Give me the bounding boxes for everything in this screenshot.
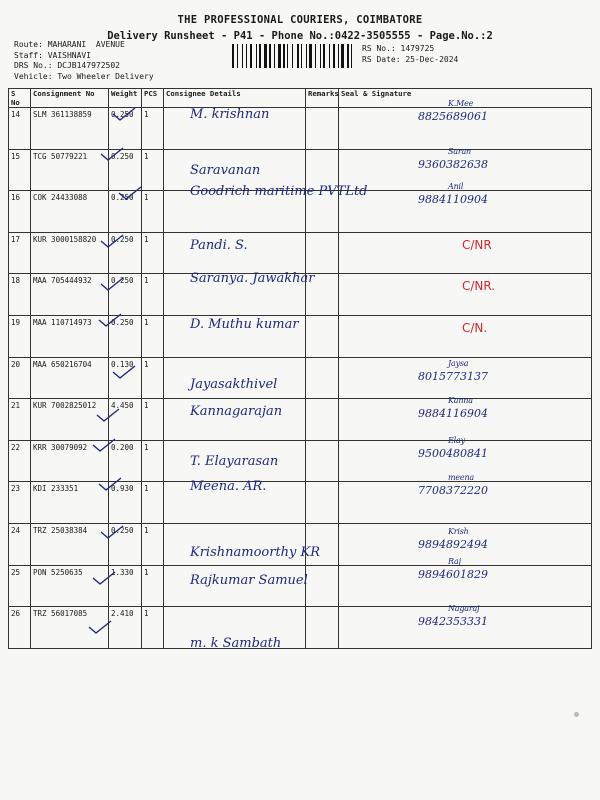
barcode-bar bbox=[309, 44, 312, 68]
barcode-bar bbox=[320, 44, 321, 68]
drs-number: DRS No.: DCJB147972502 bbox=[14, 61, 120, 70]
consignee-name: D. Muthu kumar bbox=[190, 317, 299, 332]
weight-cell bbox=[109, 357, 142, 399]
pcs-text: 1 bbox=[144, 401, 149, 411]
remarks-cell bbox=[306, 191, 339, 233]
signature-cell bbox=[339, 315, 592, 357]
weight-cell bbox=[109, 565, 142, 607]
pcs-cell bbox=[142, 523, 164, 565]
sno-cell bbox=[9, 149, 31, 191]
barcode-bar bbox=[292, 44, 293, 68]
pcs-text: 1 bbox=[144, 193, 149, 203]
pcs-text: 1 bbox=[144, 234, 149, 244]
pcs-cell bbox=[142, 399, 164, 441]
table-row bbox=[9, 440, 592, 482]
consignee-cell bbox=[164, 357, 306, 399]
signature-scribble: Saran bbox=[448, 146, 471, 156]
sno-cell bbox=[9, 482, 31, 524]
pcs-text: 1 bbox=[144, 359, 149, 369]
remarks-cell bbox=[306, 232, 339, 274]
pcs-text: 1 bbox=[144, 317, 149, 327]
consignment-cell bbox=[31, 357, 109, 399]
sno-cell bbox=[9, 191, 31, 233]
consignment-text: KRR 30079092 bbox=[33, 442, 88, 452]
sno-text: 24 bbox=[11, 525, 21, 535]
barcode-bar bbox=[351, 44, 352, 68]
signature-phone: 9894601829 bbox=[418, 567, 488, 581]
col-header-consignment: Consignment No bbox=[31, 89, 109, 108]
weight-text: 2.410 bbox=[111, 609, 134, 619]
sno-text: 22 bbox=[11, 442, 21, 452]
consignment-cell bbox=[31, 440, 109, 482]
consignment-text: COK 24433088 bbox=[33, 193, 88, 203]
barcode-bar bbox=[232, 44, 234, 68]
consignee-name: m. k Sambath bbox=[190, 636, 282, 652]
consignment-text: TRZ 56017085 bbox=[33, 609, 88, 619]
weight-text: 0.930 bbox=[111, 484, 134, 494]
signature-cell bbox=[339, 523, 592, 565]
signature-cell bbox=[339, 607, 592, 649]
consignment-cell bbox=[31, 482, 109, 524]
sno-cell bbox=[9, 440, 31, 482]
col-header-signature: Seal & Signature bbox=[339, 89, 592, 108]
pcs-cell bbox=[142, 440, 164, 482]
table-header-row bbox=[9, 89, 592, 108]
consignment-cell bbox=[31, 399, 109, 441]
signature-phone: 8825689061 bbox=[418, 110, 488, 123]
table-row bbox=[9, 523, 592, 565]
signature-phone: 9360382638 bbox=[418, 157, 488, 171]
barcode-bar bbox=[242, 44, 243, 68]
weight-text: 0.200 bbox=[111, 442, 134, 452]
pcs-text: 1 bbox=[144, 110, 149, 119]
consignment-text: PON 5250635 bbox=[33, 567, 83, 577]
runsheet-table bbox=[8, 88, 592, 652]
consignment-text: SLM 361138859 bbox=[33, 110, 92, 119]
sno-cell bbox=[9, 232, 31, 274]
remarks-cell bbox=[306, 149, 339, 191]
table-row bbox=[9, 108, 592, 150]
table-row bbox=[9, 357, 592, 399]
consignment-text: KDI 233351 bbox=[33, 484, 79, 494]
sno-text: 25 bbox=[11, 567, 21, 577]
signature-cell bbox=[339, 191, 592, 233]
weight-text: 0.250 bbox=[111, 151, 134, 161]
consignment-cell bbox=[31, 315, 109, 357]
weight-cell bbox=[109, 315, 142, 357]
table-row bbox=[9, 232, 592, 274]
consignee-cell bbox=[164, 315, 306, 357]
signature-cell bbox=[339, 399, 592, 441]
sno-text: 14 bbox=[11, 110, 21, 119]
signature-phone: 7708372220 bbox=[418, 484, 488, 498]
consignee-name: Goodrich maritime PVTLtd bbox=[190, 184, 368, 200]
signature-scribble: Nagaraj bbox=[448, 604, 480, 614]
remarks-cell bbox=[306, 607, 339, 649]
consignment-cell bbox=[31, 565, 109, 607]
signature-cell bbox=[339, 482, 592, 524]
signature-phone: 9842353331 bbox=[418, 615, 488, 629]
pcs-text: 1 bbox=[144, 442, 149, 452]
weight-cell bbox=[109, 108, 142, 150]
pcs-cell bbox=[142, 482, 164, 524]
barcode-bar bbox=[259, 44, 261, 68]
rs-date: RS Date: 25-Dec-2024 bbox=[362, 54, 459, 64]
table-row bbox=[9, 482, 592, 524]
staff-label: Staff: VAISHNAVI bbox=[14, 50, 92, 60]
table-row bbox=[9, 274, 592, 316]
sno-cell bbox=[9, 523, 31, 565]
sno-text: 20 bbox=[11, 359, 21, 369]
sno-cell bbox=[9, 108, 31, 150]
barcode-bar bbox=[246, 44, 247, 68]
sno-cell bbox=[9, 607, 31, 649]
sno-text: 21 bbox=[11, 401, 21, 411]
consignment-text: TRZ 25038384 bbox=[33, 525, 88, 535]
remarks-cell bbox=[306, 357, 339, 399]
table-row bbox=[9, 565, 592, 607]
signature-scribble: Jaysa bbox=[448, 358, 469, 368]
barcode-bar bbox=[297, 44, 299, 68]
pcs-text: 1 bbox=[144, 276, 149, 286]
remark-stamp: C/NR bbox=[462, 237, 492, 252]
remarks-cell bbox=[306, 482, 339, 524]
page-subtitle: Delivery Runsheet - P41 - Phone No.:0422-3505555 - Page.No.:2 bbox=[107, 30, 493, 42]
weight-cell bbox=[109, 399, 142, 441]
consignment-text: MAA 705444932 bbox=[33, 276, 92, 286]
barcode-bar bbox=[338, 44, 339, 68]
remarks-cell bbox=[306, 523, 339, 565]
weight-cell bbox=[109, 440, 142, 482]
pcs-text: 1 bbox=[144, 609, 149, 619]
sno-text: 16 bbox=[11, 193, 21, 203]
consignment-cell bbox=[31, 607, 109, 649]
pcs-cell bbox=[142, 565, 164, 607]
table-row bbox=[9, 607, 592, 649]
consignment-text: KUR 7002825012 bbox=[33, 401, 97, 411]
consignment-text: MAA 650216704 bbox=[33, 359, 92, 369]
sno-text: 17 bbox=[11, 234, 21, 244]
barcode-icon bbox=[232, 44, 357, 68]
consignment-text: TCG 50779221 bbox=[33, 151, 88, 161]
signature-scribble: K.Mee bbox=[448, 99, 474, 108]
sno-text: 23 bbox=[11, 484, 21, 494]
col-header-sno: S No bbox=[9, 89, 31, 108]
consignee-cell bbox=[164, 523, 306, 565]
signature-scribble: Krish bbox=[448, 527, 469, 536]
weight-cell bbox=[109, 523, 142, 565]
signature-phone: 9894892494 bbox=[418, 538, 488, 551]
consignment-text: MAA 110714973 bbox=[33, 317, 92, 327]
table-row bbox=[9, 149, 592, 191]
remarks-cell bbox=[306, 440, 339, 482]
rs-number: RS No.: 1479725 bbox=[362, 44, 435, 53]
consignee-cell bbox=[164, 274, 306, 316]
barcode-bar bbox=[283, 44, 285, 68]
weight-text: 0.130 bbox=[111, 359, 134, 369]
weight-text: 0.250 bbox=[111, 276, 134, 286]
signature-scribble: Raj bbox=[448, 556, 461, 566]
weight-text: 4.450 bbox=[111, 401, 134, 411]
signature-phone: 9884116904 bbox=[418, 407, 488, 421]
consignment-cell bbox=[31, 274, 109, 316]
signature-scribble: Anil bbox=[448, 182, 464, 192]
page-title: THE PROFESSIONAL COURIERS, COIMBATORE bbox=[177, 14, 423, 26]
signature-scribble: Kanna bbox=[448, 396, 473, 406]
pcs-cell bbox=[142, 315, 164, 357]
signature-scribble: Elay bbox=[448, 435, 465, 445]
barcode-bar bbox=[250, 44, 252, 68]
pcs-text: 1 bbox=[144, 525, 149, 535]
sno-text: 26 bbox=[11, 609, 21, 619]
barcode-bar bbox=[274, 44, 275, 68]
sno-text: 18 bbox=[11, 276, 21, 286]
barcode-bar bbox=[347, 44, 349, 68]
signature-scribble: meena bbox=[448, 473, 474, 483]
remarks-cell bbox=[306, 108, 339, 150]
consignment-cell bbox=[31, 523, 109, 565]
signature-cell bbox=[339, 108, 592, 150]
table-row bbox=[9, 399, 592, 441]
sno-cell bbox=[9, 315, 31, 357]
remark-stamp: C/N. bbox=[462, 321, 488, 335]
weight-text: 0.250 bbox=[111, 193, 134, 203]
signature-cell bbox=[339, 565, 592, 607]
pcs-cell bbox=[142, 149, 164, 191]
consignee-name: Jayasakthivel bbox=[190, 376, 278, 392]
weight-text: 0.250 bbox=[111, 317, 134, 327]
signature-cell bbox=[339, 357, 592, 399]
consignment-cell bbox=[31, 191, 109, 233]
pcs-cell bbox=[142, 108, 164, 150]
consignee-name: T. Elayarasan bbox=[190, 453, 279, 469]
signature-cell bbox=[339, 440, 592, 482]
scan-mark bbox=[574, 712, 579, 717]
col-header-remarks: Remarks bbox=[306, 89, 339, 108]
consignee-cell bbox=[164, 232, 306, 274]
consignee-cell bbox=[164, 108, 306, 150]
weight-text: 0.250 bbox=[111, 525, 134, 535]
signature-phone: 8015773137 bbox=[418, 369, 488, 383]
signature-phone: 9500480841 bbox=[418, 446, 488, 460]
col-header-pcs: PCS bbox=[142, 89, 164, 108]
barcode-bar bbox=[323, 44, 325, 68]
pcs-cell bbox=[142, 357, 164, 399]
signature-phone: 9884110904 bbox=[418, 193, 488, 207]
barcode-bar bbox=[329, 44, 330, 68]
weight-text: 0.250 bbox=[111, 234, 134, 244]
consignment-text: KUR 3000158820 bbox=[33, 234, 97, 244]
pcs-cell bbox=[142, 274, 164, 316]
barcode-bar bbox=[256, 44, 257, 68]
weight-text: 0.250 bbox=[111, 110, 134, 119]
consignment-cell bbox=[31, 232, 109, 274]
barcode-bar bbox=[301, 44, 302, 68]
consignee-name: M. krishnan bbox=[190, 107, 270, 122]
sno-cell bbox=[9, 274, 31, 316]
consignment-cell bbox=[31, 108, 109, 150]
weight-cell bbox=[109, 607, 142, 649]
pcs-text: 1 bbox=[144, 567, 149, 577]
weight-cell bbox=[109, 274, 142, 316]
barcode-bar bbox=[306, 44, 307, 68]
consignee-name: Saravanan bbox=[190, 162, 261, 178]
remarks-cell bbox=[306, 315, 339, 357]
weight-text: 1.330 bbox=[111, 567, 134, 577]
table-row bbox=[9, 191, 592, 233]
consignee-cell bbox=[164, 607, 306, 652]
barcode-bar bbox=[341, 44, 344, 68]
pcs-cell bbox=[142, 232, 164, 274]
barcode-bar bbox=[264, 44, 267, 68]
sno-text: 15 bbox=[11, 151, 21, 161]
remarks-cell bbox=[306, 399, 339, 441]
pcs-text: 1 bbox=[144, 151, 149, 161]
barcode-bar bbox=[237, 44, 238, 68]
consignee-cell bbox=[164, 149, 306, 191]
vehicle-label: Vehicle: Two Wheeler Delivery bbox=[14, 71, 154, 81]
consignee-name: Saranya. Jawakhar bbox=[190, 271, 315, 287]
sno-cell bbox=[9, 399, 31, 441]
remarks-cell bbox=[306, 274, 339, 316]
consignee-name: Meena. AR. bbox=[190, 479, 267, 495]
signature-cell bbox=[339, 274, 592, 316]
consignment-cell bbox=[31, 149, 109, 191]
sno-cell bbox=[9, 357, 31, 399]
consignee-cell bbox=[164, 399, 306, 441]
consignee-name: Pandi. S. bbox=[190, 237, 248, 253]
barcode-bar bbox=[287, 44, 288, 68]
consignee-cell bbox=[164, 482, 306, 524]
signature-cell bbox=[339, 232, 592, 274]
consignee-cell bbox=[164, 191, 306, 233]
remarks-cell bbox=[306, 565, 339, 607]
col-header-consignee: Consignee Details bbox=[164, 89, 306, 108]
pcs-cell bbox=[142, 607, 164, 649]
weight-cell bbox=[109, 191, 142, 233]
runsheet-meta-right bbox=[362, 44, 458, 65]
weight-cell bbox=[109, 149, 142, 191]
table-row bbox=[9, 315, 592, 357]
consignee-name: Krishnamoorthy KR bbox=[190, 545, 321, 560]
pcs-cell bbox=[142, 191, 164, 233]
pcs-text: 1 bbox=[144, 484, 149, 494]
sno-text: 19 bbox=[11, 317, 21, 327]
runsheet-meta-left bbox=[14, 40, 154, 82]
col-header-weight: Weight bbox=[109, 89, 142, 108]
route-label: Route: MAHARANI AVENUE bbox=[14, 40, 125, 49]
barcode-bar bbox=[269, 44, 271, 68]
barcode-bar bbox=[278, 44, 281, 68]
remark-stamp: C/NR. bbox=[462, 279, 496, 294]
sno-cell bbox=[9, 565, 31, 607]
consignee-name: Kannagarajan bbox=[190, 404, 283, 420]
signature-cell bbox=[339, 146, 592, 191]
barcode-bar bbox=[333, 44, 335, 68]
consignee-name: Rajkumar Samuel bbox=[190, 572, 308, 588]
consignee-cell bbox=[164, 565, 306, 607]
consignee-cell bbox=[164, 440, 306, 482]
weight-cell bbox=[109, 232, 142, 274]
barcode-bar bbox=[315, 44, 316, 68]
weight-cell bbox=[109, 482, 142, 524]
